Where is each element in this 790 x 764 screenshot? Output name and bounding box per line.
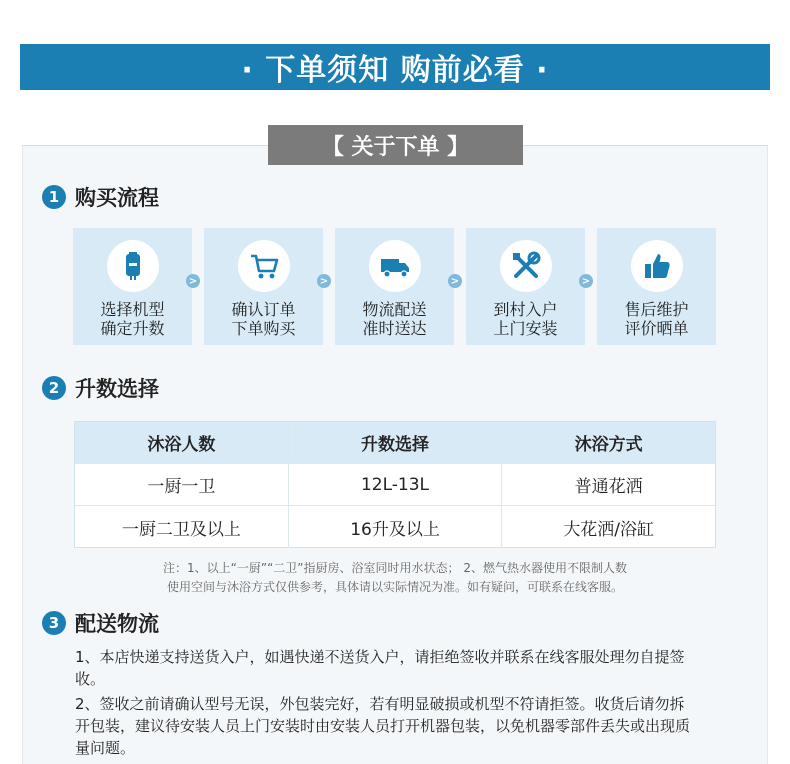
step-icon-wrap	[369, 240, 421, 292]
step-select-model	[73, 228, 192, 345]
step-icon-wrap	[107, 240, 159, 292]
section-header-capacity	[42, 373, 159, 403]
section-header-purchase	[42, 182, 159, 212]
table-cell: 一厨二卫及以上	[75, 506, 289, 548]
section-title: 购买流程	[75, 186, 159, 210]
shopping-cart-icon	[248, 250, 280, 282]
step-line-2: 确定升数	[100, 319, 165, 338]
note-line-2: 使用空间与沐浴方式仅供参考，具体请以实际情况为准。如有疑问，可联系在线客服。	[166, 580, 623, 594]
table-cell: 16升及以上	[289, 506, 503, 548]
step-icon-wrap	[238, 240, 290, 292]
step-installation	[466, 228, 585, 345]
step-icon-wrap	[631, 240, 683, 292]
step-logistics	[335, 228, 454, 345]
step-line-2: 评价晒单	[624, 319, 689, 338]
table-cell: 一厨一卫	[75, 464, 289, 506]
table-cell: 普通花洒	[502, 464, 715, 506]
section-title: 升数选择	[75, 377, 159, 401]
section-title: 配送物流	[75, 612, 159, 636]
step-line-2: 准时送达	[362, 319, 427, 338]
step-after-sales	[597, 228, 716, 345]
step-line-2: 上门安装	[493, 319, 558, 338]
step-line-2: 下单购买	[231, 319, 296, 338]
capacity-table	[74, 421, 716, 548]
water-heater-icon	[117, 250, 149, 282]
step-line-1: 到村入户	[493, 300, 558, 319]
step-line-1: 确认订单	[231, 300, 296, 319]
delivery-paragraph-1: 1、本店快递支持送货入户，如遇快递不送货入户，请拒绝签收并联系在线客服处理勿自提签收。	[75, 648, 685, 688]
step-confirm-order	[204, 228, 323, 345]
section-tab: 【 关于下单 】	[268, 125, 523, 165]
table-cell: 12L-13L	[289, 464, 503, 506]
step-icon-wrap	[500, 240, 552, 292]
step-arrow-icon: >	[448, 274, 462, 288]
table-row	[75, 464, 715, 506]
section-number: 2	[42, 376, 66, 400]
page-banner: · 下单须知 购前必看 ·	[20, 44, 770, 90]
table-header-row	[75, 422, 715, 464]
step-arrow-icon: >	[317, 274, 331, 288]
note-line-1: 注：1、以上“一厨”“二卫”指厨房、浴室同时用水状态； 2、燃气热水器使用不限制人数	[163, 561, 627, 575]
step-line-1: 售后维护	[624, 300, 689, 319]
section-number: 3	[42, 611, 66, 635]
tools-icon	[510, 250, 542, 282]
step-line-1: 选择机型	[100, 300, 165, 319]
table-cell: 大花洒/浴缸	[563, 519, 655, 540]
thumbs-up-icon	[641, 250, 673, 282]
delivery-truck-icon	[379, 250, 411, 282]
section-number: 1	[42, 185, 66, 209]
step-arrow-icon: >	[186, 274, 200, 288]
table-note	[100, 559, 690, 597]
table-row	[75, 506, 715, 548]
section-header-delivery	[42, 608, 159, 638]
step-arrow-icon: >	[579, 274, 593, 288]
table-header: 升数选择	[289, 422, 503, 464]
delivery-paragraph-2: 2、签收之前请确认型号无误，外包装完好，若有明显破损或机型不符请拒签。收货后请勿拆开包装，建议待安装人员上门安装时由安装人员打开机器包装，以免机器零部件丢失或出现质量问题。	[75, 695, 691, 757]
table-header: 沐浴人数	[75, 422, 289, 464]
step-line-1: 物流配送	[362, 300, 427, 319]
table-header: 沐浴方式	[502, 422, 715, 464]
